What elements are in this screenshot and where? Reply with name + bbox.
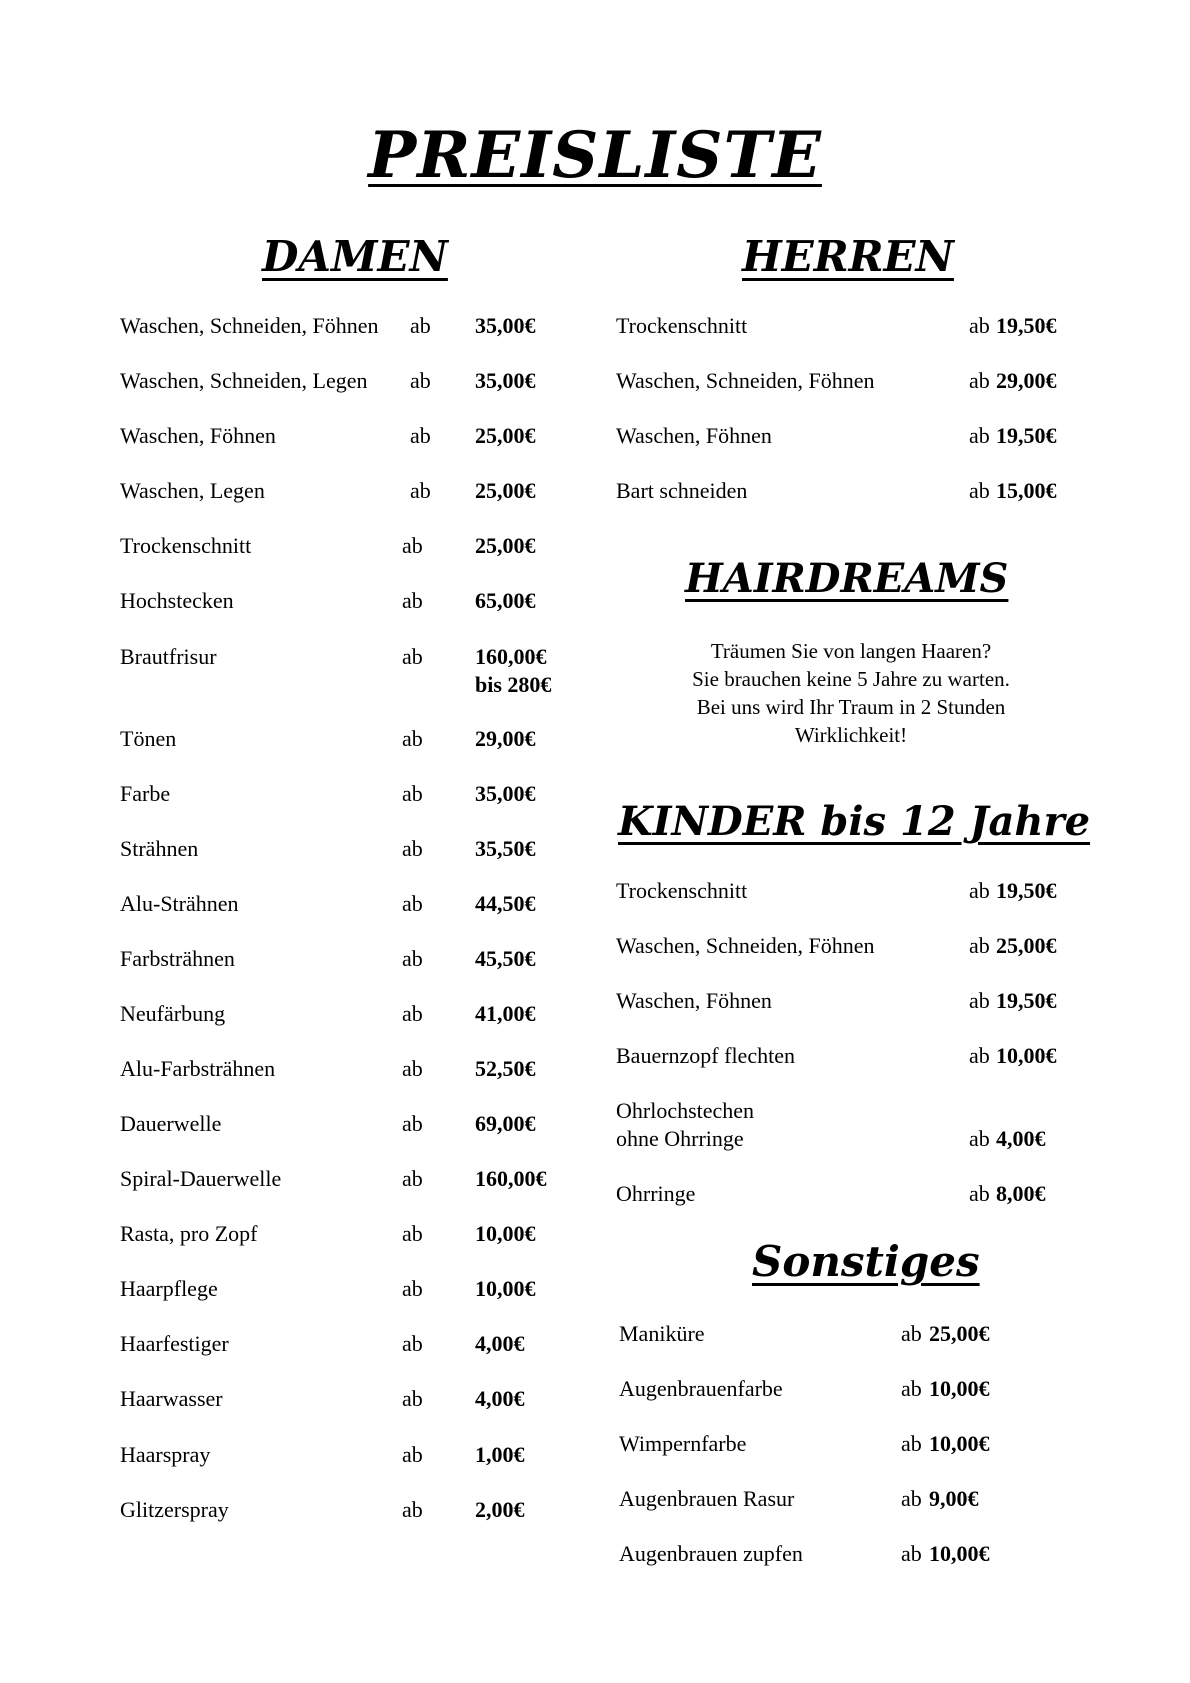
service-name: Ohrlochstechen bbox=[616, 1098, 755, 1123]
service-name: Waschen, Föhnen bbox=[616, 423, 772, 448]
service-name: Waschen, Föhnen bbox=[120, 423, 276, 448]
ab-label: ab bbox=[402, 1221, 423, 1246]
service-price: 35,00€ bbox=[475, 368, 536, 393]
service-price: 35,50€ bbox=[475, 836, 536, 861]
damen-row bbox=[120, 945, 590, 1001]
damen-row bbox=[120, 1330, 590, 1386]
service-name: Ohrringe bbox=[616, 1181, 696, 1206]
service-name: Haarfestiger bbox=[120, 1331, 229, 1356]
service-name-line2: ohne Ohrringe bbox=[616, 1126, 744, 1151]
service-name: Haarspray bbox=[120, 1442, 211, 1467]
herren-row bbox=[616, 477, 1086, 507]
hairdreams-line: Träumen Sie von langen Haaren? bbox=[710, 639, 992, 663]
ab-label: ab bbox=[969, 423, 990, 448]
sonstiges-heading bbox=[752, 1237, 980, 1286]
service-name: Augenbrauenfarbe bbox=[619, 1376, 783, 1401]
service-name: Farbe bbox=[120, 781, 171, 806]
service-price: 2,00€ bbox=[475, 1497, 525, 1522]
hairdreams-text bbox=[616, 637, 1086, 749]
damen-row bbox=[120, 367, 590, 423]
ab-label: ab bbox=[402, 1001, 423, 1026]
service-price: 8,00€ bbox=[996, 1181, 1046, 1206]
ab-label: ab bbox=[402, 781, 423, 806]
service-name: Spiral-Dauerwelle bbox=[120, 1166, 282, 1191]
service-name: Alu-Farbsträhnen bbox=[120, 1056, 276, 1081]
kinder-row bbox=[616, 932, 1086, 962]
service-name: Bauernzopf flechten bbox=[616, 1043, 795, 1068]
kinder-row bbox=[616, 877, 1086, 907]
service-price: 25,00€ bbox=[475, 478, 536, 503]
ab-label: ab bbox=[969, 988, 990, 1013]
ab-label: ab bbox=[402, 946, 423, 971]
service-price: 4,00€ bbox=[475, 1331, 525, 1356]
damen-row bbox=[120, 312, 590, 368]
service-name: Tönen bbox=[120, 726, 177, 751]
ab-label: ab bbox=[969, 368, 990, 393]
ab-label: ab bbox=[410, 368, 431, 393]
hairdreams-line: Sie brauchen keine 5 Jahre zu warten. bbox=[692, 667, 1010, 691]
damen-row bbox=[120, 1275, 590, 1331]
service-name: Augenbrauen Rasur bbox=[619, 1486, 795, 1511]
damen-row bbox=[120, 1000, 590, 1056]
service-name: Trockenschnitt bbox=[616, 313, 748, 338]
ab-label: ab bbox=[410, 478, 431, 503]
kinder-row bbox=[616, 1042, 1086, 1072]
service-price: 10,00€ bbox=[929, 1541, 990, 1566]
hairdreams-line: Bei uns wird Ihr Traum in 2 Stunden bbox=[696, 695, 1006, 719]
service-price: 44,50€ bbox=[475, 891, 536, 916]
kinder-row bbox=[616, 987, 1086, 1017]
ab-label: ab bbox=[402, 836, 423, 861]
service-name: Wimpernfarbe bbox=[619, 1431, 747, 1456]
service-name: Rasta, pro Zopf bbox=[120, 1221, 258, 1246]
damen-row bbox=[120, 1441, 590, 1497]
service-price: 9,00€ bbox=[929, 1486, 979, 1511]
ab-label: ab bbox=[901, 1321, 922, 1346]
kinder-row bbox=[616, 1097, 1086, 1157]
service-price: 52,50€ bbox=[475, 1056, 536, 1081]
ab-label: ab bbox=[402, 1442, 423, 1467]
service-name: Neufärbung bbox=[120, 1001, 226, 1026]
ab-label: ab bbox=[402, 533, 423, 558]
page-title: PREISLISTE bbox=[368, 118, 822, 193]
service-name: Trockenschnitt bbox=[120, 533, 252, 558]
service-price: 35,00€ bbox=[475, 781, 536, 806]
herren-row bbox=[616, 367, 1086, 397]
ab-label: ab bbox=[969, 1126, 990, 1151]
damen-row bbox=[120, 780, 590, 836]
ab-label: ab bbox=[402, 1386, 423, 1411]
service-name: Waschen, Legen bbox=[120, 478, 265, 503]
service-price: 4,00€ bbox=[996, 1126, 1046, 1151]
ab-label: ab bbox=[402, 1497, 423, 1522]
ab-label: ab bbox=[901, 1431, 922, 1456]
service-price: 15,00€ bbox=[996, 478, 1057, 503]
service-price: 69,00€ bbox=[475, 1111, 536, 1136]
service-name: Haarwasser bbox=[120, 1386, 223, 1411]
damen-row bbox=[120, 532, 590, 588]
sonstiges-row bbox=[619, 1430, 1039, 1460]
service-price: 1,00€ bbox=[475, 1442, 525, 1467]
damen-row bbox=[120, 477, 590, 533]
ab-label: ab bbox=[969, 933, 990, 958]
service-name: Augenbrauen zupfen bbox=[619, 1541, 803, 1566]
service-price: 10,00€ bbox=[475, 1221, 536, 1246]
sonstiges-row bbox=[619, 1375, 1039, 1405]
damen-row bbox=[120, 1220, 590, 1276]
kinder-heading: KINDER bis 12 Jahre bbox=[618, 798, 1091, 845]
service-name: Alu-Strähnen bbox=[120, 891, 239, 916]
ab-label: ab bbox=[402, 1056, 423, 1081]
service-price: 25,00€ bbox=[475, 423, 536, 448]
ab-label: ab bbox=[410, 423, 431, 448]
damen-row bbox=[120, 890, 590, 946]
service-price: 29,00€ bbox=[996, 368, 1057, 393]
damen-row bbox=[120, 1110, 590, 1166]
damen-row bbox=[120, 1496, 590, 1552]
ab-label: ab bbox=[402, 588, 423, 613]
service-price: 19,50€ bbox=[996, 988, 1057, 1013]
service-price: 19,50€ bbox=[996, 878, 1057, 903]
ab-label: ab bbox=[901, 1486, 922, 1511]
service-price: 160,00€ bbox=[475, 644, 547, 669]
damen-row bbox=[120, 1165, 590, 1221]
service-price: 10,00€ bbox=[929, 1431, 990, 1456]
ab-label: ab bbox=[402, 1166, 423, 1191]
ab-label: ab bbox=[402, 1276, 423, 1301]
damen-heading: DAMEN bbox=[262, 232, 448, 281]
herren-heading: HERREN bbox=[742, 232, 954, 281]
service-name: Trockenschnitt bbox=[616, 878, 748, 903]
hairdreams-line: Wirklichkeit! bbox=[794, 723, 908, 747]
service-price: 19,50€ bbox=[996, 313, 1057, 338]
service-price: 35,00€ bbox=[475, 313, 536, 338]
service-name: Waschen, Schneiden, Föhnen bbox=[616, 368, 875, 393]
service-name: Strähnen bbox=[120, 836, 199, 861]
damen-row bbox=[120, 422, 590, 478]
ab-label: ab bbox=[969, 1181, 990, 1206]
service-price: 65,00€ bbox=[475, 588, 536, 613]
service-name: Hochstecken bbox=[120, 588, 234, 613]
damen-row bbox=[120, 725, 590, 781]
damen-row bbox=[120, 643, 590, 703]
ab-label: ab bbox=[402, 1111, 423, 1136]
service-name: Glitzerspray bbox=[120, 1497, 229, 1522]
service-price: 160,00€ bbox=[475, 1166, 547, 1191]
service-name: Waschen, Schneiden, Legen bbox=[120, 368, 368, 393]
service-price: 25,00€ bbox=[929, 1321, 990, 1346]
ab-label: ab bbox=[402, 726, 423, 751]
ab-label: ab bbox=[402, 891, 423, 916]
service-price: 19,50€ bbox=[996, 423, 1057, 448]
service-price: 45,50€ bbox=[475, 946, 536, 971]
sonstiges-heading-text: Sonstiges bbox=[752, 1237, 980, 1286]
ab-label: ab bbox=[402, 644, 423, 669]
sonstiges-row bbox=[619, 1485, 1039, 1515]
herren-row bbox=[616, 312, 1086, 342]
service-price: 10,00€ bbox=[996, 1043, 1057, 1068]
ab-label: ab bbox=[969, 478, 990, 503]
ab-label: ab bbox=[410, 313, 431, 338]
service-name: Waschen, Föhnen bbox=[616, 988, 772, 1013]
damen-row bbox=[120, 1055, 590, 1111]
sonstiges-row bbox=[619, 1320, 1039, 1350]
service-name: Maniküre bbox=[619, 1321, 705, 1346]
service-price: 29,00€ bbox=[475, 726, 536, 751]
hairdreams-heading: HAIRDREAMS bbox=[685, 555, 1009, 602]
service-price: 25,00€ bbox=[475, 533, 536, 558]
service-price: 41,00€ bbox=[475, 1001, 536, 1026]
damen-row bbox=[120, 1385, 590, 1441]
herren-row bbox=[616, 422, 1086, 452]
damen-row bbox=[120, 587, 590, 643]
kinder-row bbox=[616, 1180, 1086, 1210]
service-price: 4,00€ bbox=[475, 1386, 525, 1411]
service-name: Haarpflege bbox=[120, 1276, 218, 1301]
service-name: Waschen, Schneiden, Föhnen bbox=[616, 933, 875, 958]
service-name: Waschen, Schneiden, Föhnen bbox=[120, 313, 379, 338]
sonstiges-row bbox=[619, 1540, 1039, 1570]
service-price: 10,00€ bbox=[929, 1376, 990, 1401]
service-price: 25,00€ bbox=[996, 933, 1057, 958]
service-price: 10,00€ bbox=[475, 1276, 536, 1301]
service-name: Dauerwelle bbox=[120, 1111, 222, 1136]
service-name: Farbsträhnen bbox=[120, 946, 235, 971]
ab-label: ab bbox=[969, 313, 990, 338]
service-name: Bart schneiden bbox=[616, 478, 748, 503]
ab-label: ab bbox=[969, 878, 990, 903]
ab-label: ab bbox=[901, 1541, 922, 1566]
ab-label: ab bbox=[901, 1376, 922, 1401]
service-price-max: bis 280€ bbox=[475, 672, 552, 697]
service-name: Brautfrisur bbox=[120, 644, 217, 669]
ab-label: ab bbox=[969, 1043, 990, 1068]
damen-row bbox=[120, 835, 590, 891]
ab-label: ab bbox=[402, 1331, 423, 1356]
